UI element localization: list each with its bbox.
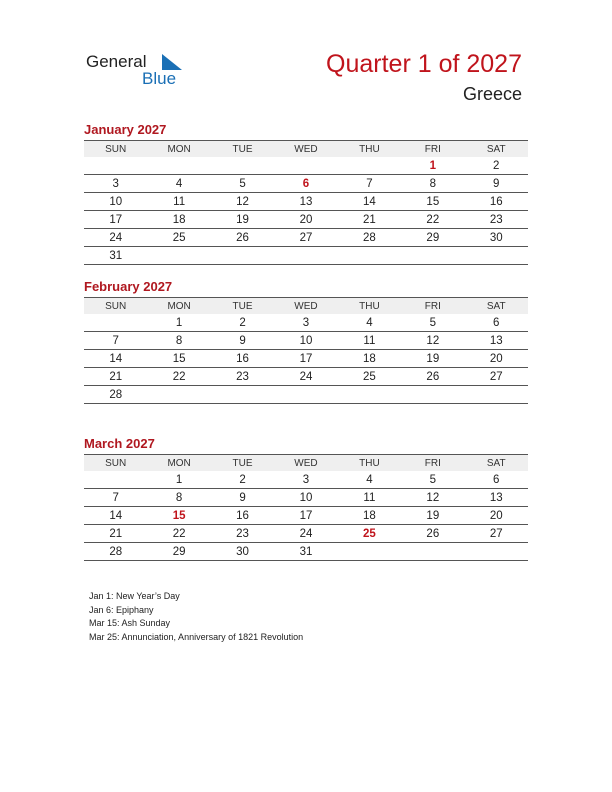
weekday-label: SUN	[105, 300, 127, 312]
day-cell: 23	[489, 213, 503, 226]
weekday-label: WED	[294, 300, 318, 312]
day-cell: 24	[299, 370, 313, 383]
generalblue-logo	[86, 52, 196, 92]
day-cell: 8	[429, 177, 437, 190]
day-cell: 16	[236, 352, 249, 365]
weekday-label: SAT	[486, 457, 506, 469]
day-cell: 7	[112, 334, 119, 347]
day-cell: 7	[112, 491, 119, 504]
day-cell: 14	[109, 509, 123, 522]
day-cell: 20	[299, 213, 313, 226]
day-cell: 6	[493, 316, 500, 329]
week-row	[84, 368, 528, 386]
day-cell: 13	[489, 491, 503, 504]
month-title: March 2027	[84, 436, 155, 451]
day-cell: 23	[236, 527, 249, 540]
day-cell: 12	[426, 334, 440, 347]
day-cell: 7	[366, 177, 373, 190]
weekday-label: THU	[359, 457, 380, 469]
weekday-label: WED	[294, 143, 318, 155]
day-cell: 24	[299, 527, 313, 540]
day-cell: 18	[363, 509, 376, 522]
day-cell: 21	[109, 527, 123, 540]
week-row	[84, 229, 528, 247]
day-cell: 3	[302, 473, 310, 486]
month-title: February 2027	[84, 279, 173, 294]
day-cell: 28	[109, 545, 123, 558]
holiday-note: Jan 6: Epiphany	[89, 604, 154, 615]
weekday-label: TUE	[232, 300, 253, 312]
month-grid	[84, 454, 528, 560]
weekday-label: THU	[359, 143, 380, 155]
day-cell: 11	[363, 491, 376, 504]
day-cell: 28	[363, 231, 376, 244]
week-row	[84, 157, 528, 175]
day-cell: 31	[299, 545, 313, 558]
month-title: January 2027	[84, 122, 167, 137]
weekday-label: MON	[167, 143, 191, 155]
month-january	[84, 122, 528, 265]
holiday-note: Jan 1: New Year’s Day	[89, 591, 180, 601]
month-bottom-rule	[84, 264, 528, 265]
holiday-notes	[89, 590, 303, 644]
day-cell: 21	[363, 213, 376, 226]
day-cell: 12	[426, 491, 440, 504]
day-cell: 5	[429, 316, 437, 329]
logo-text-blue: Blue	[142, 69, 177, 88]
day-cell: 22	[426, 213, 440, 226]
day-cell: 27	[489, 370, 503, 383]
day-cell: 12	[236, 195, 249, 208]
day-cell: 4	[366, 316, 373, 329]
day-cell: 22	[172, 527, 186, 540]
day-cell: 28	[109, 388, 123, 401]
weekday-label: FRI	[424, 300, 441, 312]
month-grid	[84, 140, 528, 264]
weekday-label: SUN	[105, 457, 127, 469]
country-name: Greece	[462, 84, 522, 104]
day-cell: 4	[175, 177, 183, 190]
day-cell: 31	[109, 249, 123, 262]
week-row	[84, 332, 528, 350]
day-cell: 15	[172, 352, 186, 365]
weekday-label: WED	[294, 457, 318, 469]
day-cell: 11	[363, 334, 376, 347]
day-cell: 29	[426, 231, 440, 244]
day-cell: 20	[489, 352, 503, 365]
day-cell: 19	[426, 352, 440, 365]
weekday-label: THU	[359, 300, 380, 312]
day-cell: 17	[109, 213, 123, 226]
day-cell: 25	[172, 231, 186, 244]
week-row	[84, 350, 528, 368]
holiday-note: Mar 15: Ash Sunday	[89, 618, 171, 628]
day-cell: 1	[429, 159, 437, 172]
day-cell: 17	[299, 509, 313, 522]
weekday-label: FRI	[424, 143, 441, 155]
weekday-header-row	[84, 455, 528, 471]
weekday-label: SAT	[486, 300, 506, 312]
logo-triangle-icon	[162, 54, 182, 70]
week-row	[84, 507, 528, 525]
month-grid	[84, 297, 528, 403]
weekday-label: MON	[167, 300, 191, 312]
week-row	[84, 543, 528, 560]
day-cell: 3	[302, 316, 310, 329]
day-cell: 6	[302, 177, 310, 190]
day-cell: 21	[109, 370, 123, 383]
day-cell: 2	[239, 473, 246, 486]
weekday-label: TUE	[232, 457, 253, 469]
weekday-header-row	[84, 298, 528, 314]
day-cell: 30	[489, 231, 503, 244]
day-cell: 10	[299, 334, 313, 347]
day-cell: 20	[489, 509, 503, 522]
day-cell: 1	[175, 473, 183, 486]
day-cell: 19	[236, 213, 249, 226]
day-cell: 1	[175, 316, 183, 329]
day-cell: 17	[299, 352, 313, 365]
week-row	[84, 211, 528, 229]
day-cell: 30	[236, 545, 249, 558]
day-cell: 18	[172, 213, 186, 226]
day-cell: 14	[109, 352, 123, 365]
logo-text-general: General	[86, 52, 147, 71]
day-cell: 14	[363, 195, 376, 208]
day-cell: 9	[239, 334, 246, 347]
day-cell: 26	[426, 527, 440, 540]
month-march	[84, 436, 528, 561]
week-row	[84, 525, 528, 543]
day-cell: 27	[299, 231, 313, 244]
day-cell: 13	[299, 195, 313, 208]
day-cell: 15	[426, 195, 440, 208]
month-february	[84, 279, 528, 404]
holiday-note: Mar 25: Annunciation, Anniversary of 1821 Revolution	[89, 631, 304, 642]
weekday-label: FRI	[424, 457, 441, 469]
week-row	[84, 175, 528, 193]
day-cell: 8	[175, 491, 183, 504]
day-cell: 2	[239, 316, 246, 329]
day-cell: 6	[493, 473, 500, 486]
week-row	[84, 471, 528, 489]
day-cell: 13	[489, 334, 503, 347]
month-bottom-rule	[84, 403, 528, 404]
weekday-label: MON	[167, 457, 191, 469]
weekday-label: SUN	[105, 143, 127, 155]
day-cell: 10	[299, 491, 313, 504]
day-cell: 8	[175, 334, 183, 347]
week-row	[84, 193, 528, 211]
week-row	[84, 489, 528, 507]
day-cell: 4	[366, 473, 373, 486]
day-cell: 9	[493, 177, 500, 190]
day-cell: 25	[363, 370, 376, 383]
day-cell: 5	[239, 177, 246, 190]
day-cell: 23	[236, 370, 249, 383]
weekday-header-row	[84, 141, 528, 157]
day-cell: 24	[109, 231, 123, 244]
weekday-label: TUE	[232, 143, 253, 155]
day-cell: 15	[172, 509, 186, 522]
day-cell: 2	[493, 159, 500, 172]
day-cell: 11	[173, 195, 186, 208]
day-cell: 27	[489, 527, 503, 540]
week-row	[84, 386, 528, 403]
day-cell: 5	[429, 473, 437, 486]
day-cell: 16	[489, 195, 503, 208]
week-row	[84, 247, 528, 264]
day-cell: 29	[172, 545, 186, 558]
quarter-title: Quarter 1 of 2027	[326, 50, 522, 78]
day-cell: 16	[236, 509, 249, 522]
day-cell: 22	[172, 370, 186, 383]
day-cell: 26	[236, 231, 249, 244]
day-cell: 25	[363, 527, 376, 540]
day-cell: 9	[239, 491, 246, 504]
day-cell: 10	[109, 195, 123, 208]
week-row	[84, 314, 528, 332]
day-cell: 18	[363, 352, 376, 365]
day-cell: 3	[112, 177, 119, 190]
day-cell: 26	[426, 370, 440, 383]
day-cell: 19	[426, 509, 440, 522]
weekday-label: SAT	[486, 143, 506, 155]
month-bottom-rule	[84, 560, 528, 561]
